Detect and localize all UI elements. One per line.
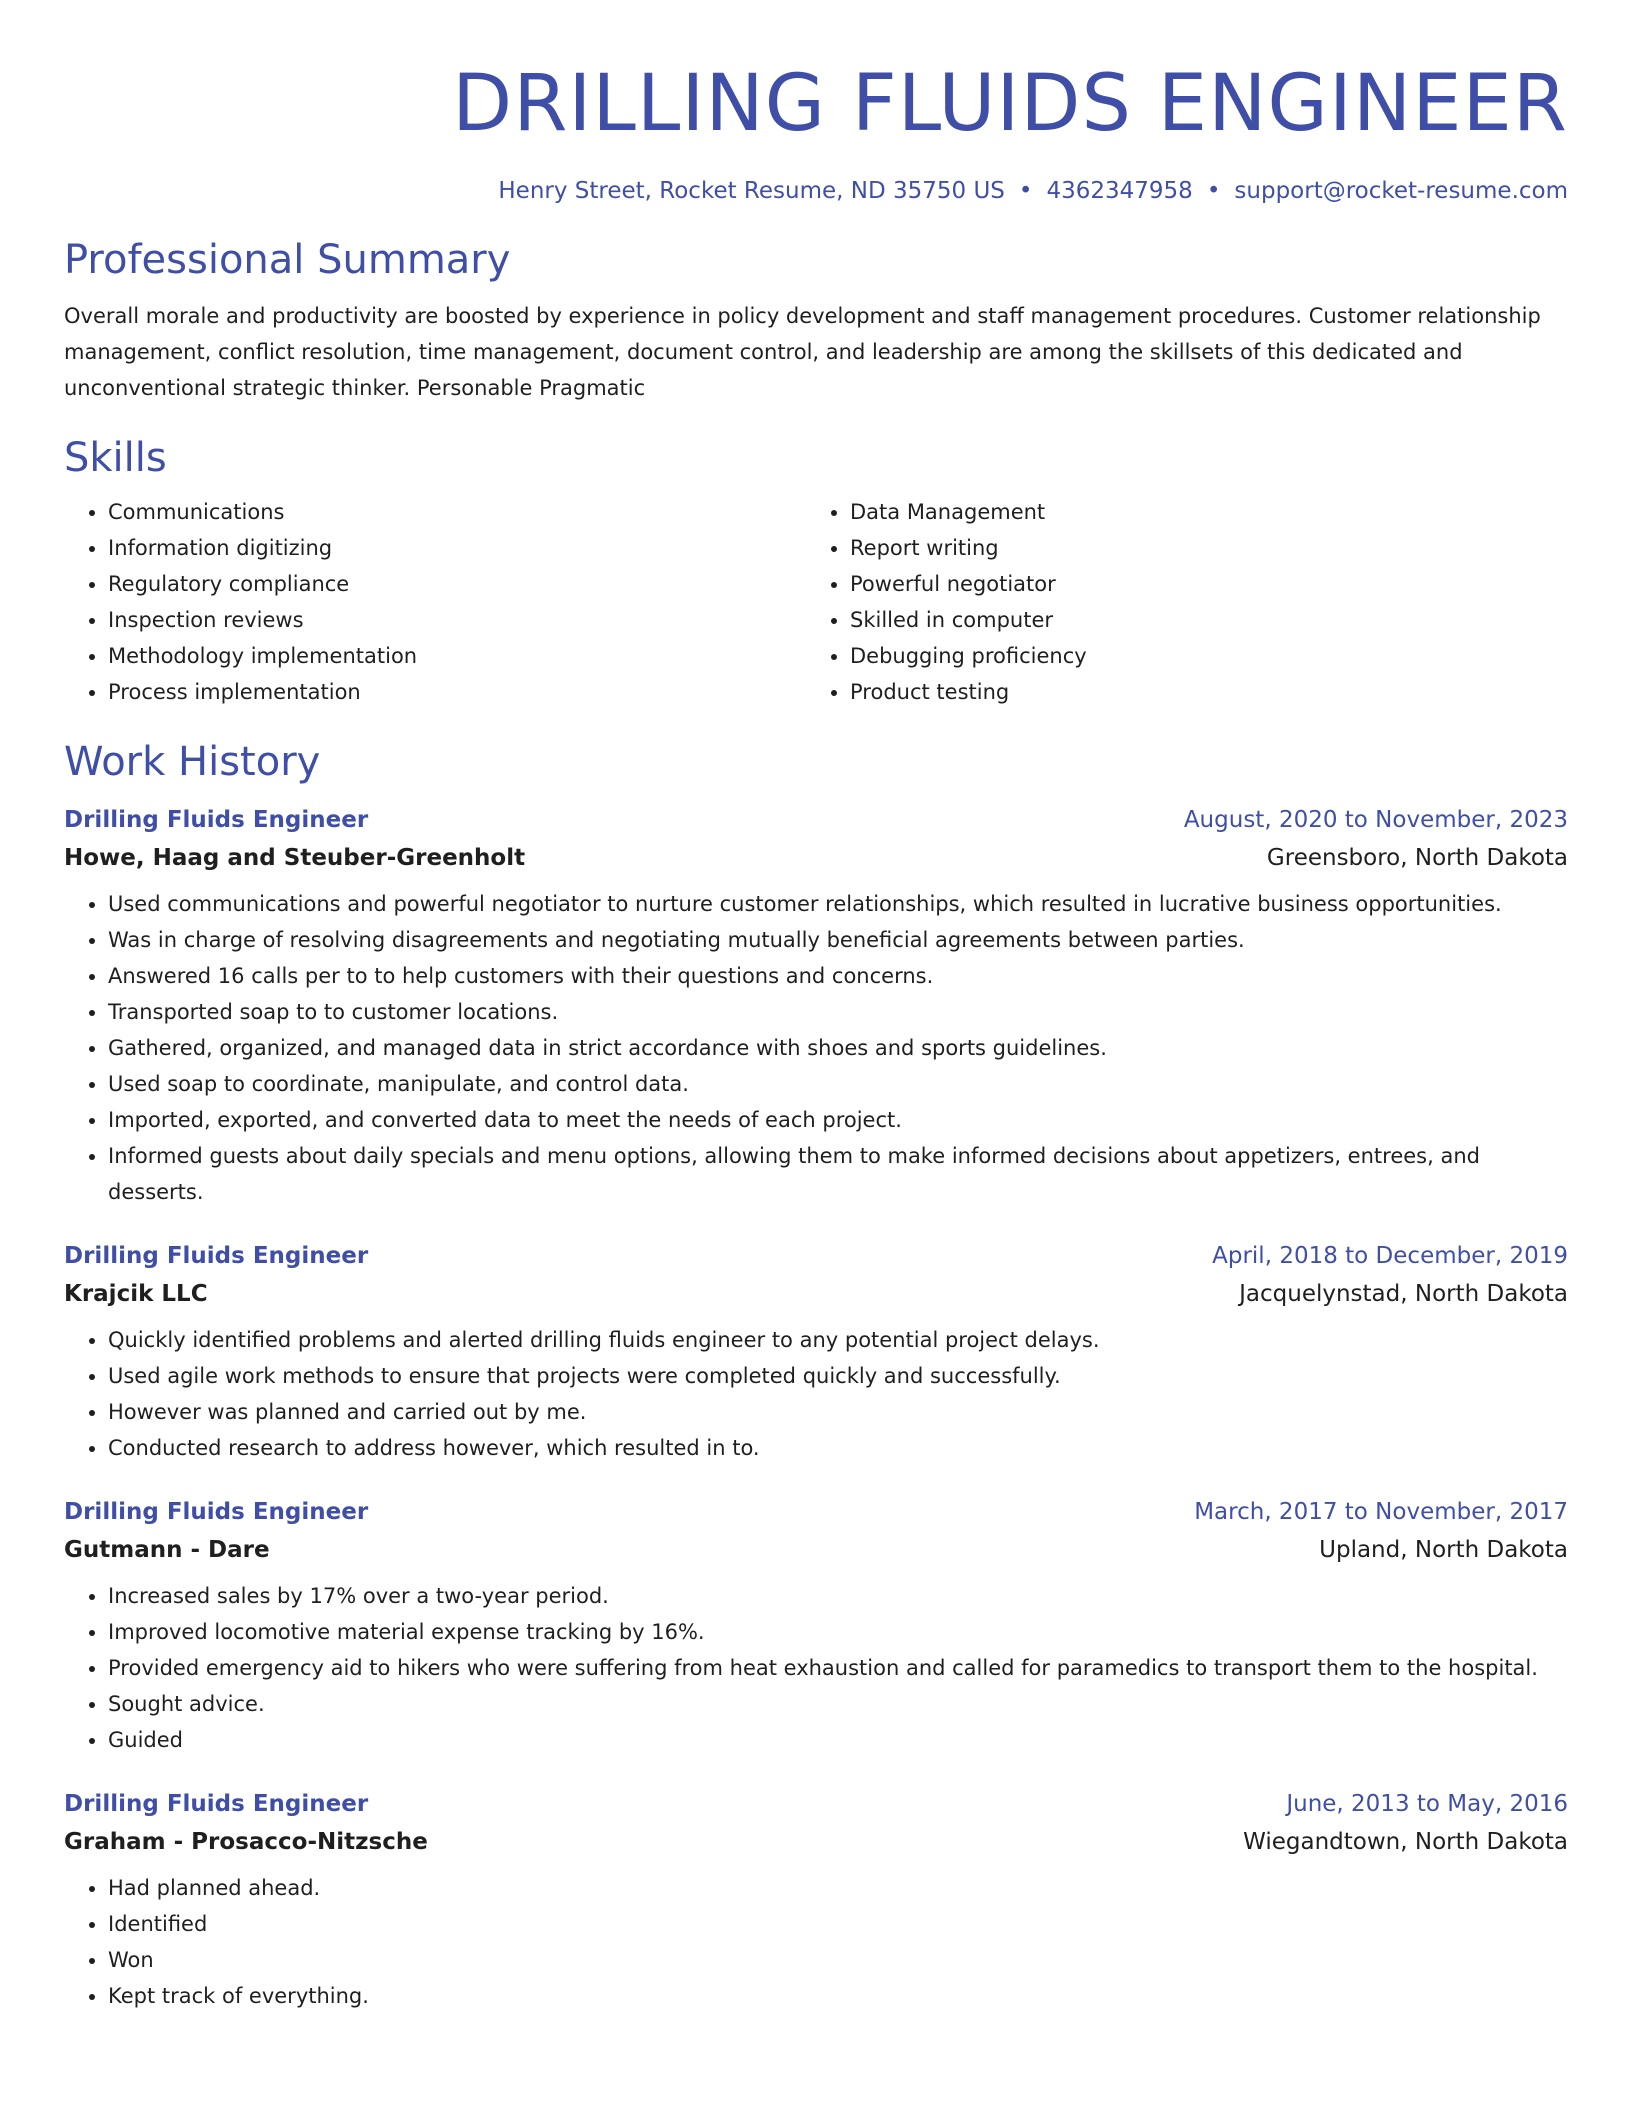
skill-item: • Information digitizing [108, 530, 806, 566]
resume-title: DRILLING FLUIDS ENGINEER [452, 59, 1568, 149]
job-location: Jacquelynstad, North Dakota [1239, 1281, 1568, 1307]
job-header-row [64, 1494, 1568, 1530]
skill-item: • Process implementation [108, 674, 806, 710]
job-bullets [64, 886, 1568, 1210]
skill-item: • Report writing [850, 530, 1568, 566]
skill-item: • Methodology implementation [108, 638, 806, 674]
job-bullet: • Kept track of everything. [108, 1978, 1568, 2014]
job-company: Gutmann - Dare [64, 1537, 270, 1563]
job-bullet: • However was planned and carried out by me. [108, 1394, 1568, 1430]
skills-heading: Skills [64, 435, 167, 481]
job-dates: March, 2017 to November, 2017 [1194, 1499, 1568, 1525]
job-bullet: • Used communications and powerful negotiator to nurture customer relationships, which resulted in lucrative business opportunities. [108, 886, 1568, 922]
job-bullet: • Provided emergency aid to hikers who were suffering from heat exhaustion and called for paramedics to transport them to the hospital. [108, 1650, 1568, 1686]
job-bullet: • Imported, exported, and converted data to meet the needs of each project. [108, 1102, 1568, 1138]
skills-left-list [64, 494, 806, 710]
job-header-row [64, 1786, 1568, 1822]
job-bullet: • Transported soap to to customer locations. [108, 994, 1568, 1030]
skill-item: • Communications [108, 494, 806, 530]
job-header-row [64, 1238, 1568, 1274]
skill-item: • Powerful negotiator [850, 566, 1568, 602]
job-entry [64, 1786, 1568, 2014]
contact-email: support@rocket-resume.com [1234, 178, 1568, 204]
job-bullet: • Used agile work methods to ensure that projects were completed quickly and successfully. [108, 1358, 1568, 1394]
job-bullet: • Guided [108, 1722, 1568, 1758]
job-header-row [64, 802, 1568, 838]
contact-separator: • [1018, 178, 1033, 204]
job-location: Wiegandtown, North Dakota [1243, 1829, 1568, 1855]
contact-separator: • [1206, 178, 1221, 204]
job-title: Drilling Fluids Engineer [64, 807, 369, 833]
job-title: Drilling Fluids Engineer [64, 1791, 369, 1817]
summary-text: Overall morale and productivity are boosted by experience in policy development and staff management procedures. Customer relationship management, conflict resolution, time management, document control, and leadership are among the skillsets of this dedicated and unconventional strategic thinker. Personable Pragmatic [64, 304, 1541, 400]
summary-heading: Professional Summary [64, 237, 511, 283]
skill-item: • Debugging proficiency [850, 638, 1568, 674]
job-bullet: • Used soap to coordinate, manipulate, and control data. [108, 1066, 1568, 1102]
job-dates: August, 2020 to November, 2023 [1183, 807, 1568, 833]
job-bullet: • Improved locomotive material expense tracking by 16%. [108, 1614, 1568, 1650]
job-company-row [64, 1530, 1568, 1570]
job-location: Greensboro, North Dakota [1266, 845, 1568, 871]
skill-item: • Skilled in computer [850, 602, 1568, 638]
job-bullet: • Conducted research to address however, which resulted in to. [108, 1430, 1568, 1466]
job-company: Krajcik LLC [64, 1281, 208, 1307]
job-entry [64, 1238, 1568, 1466]
job-company: Graham - Prosacco-Nitzsche [64, 1829, 428, 1855]
job-company-row [64, 838, 1568, 878]
job-company-row [64, 1822, 1568, 1862]
skill-item: • Regulatory compliance [108, 566, 806, 602]
job-bullet: • Sought advice. [108, 1686, 1568, 1722]
job-entry [64, 802, 1568, 1210]
skills-right-list [806, 494, 1568, 710]
job-bullet: • Quickly identified problems and alerted drilling fluids engineer to any potential project delays. [108, 1322, 1568, 1358]
job-bullets [64, 1870, 1568, 2014]
job-bullet: • Informed guests about daily specials and menu options, allowing them to make informed decisions about appetizers, entrees, and desserts. [108, 1138, 1568, 1210]
job-dates: June, 2013 to May, 2016 [1286, 1791, 1568, 1817]
job-bullet: • Won [108, 1942, 1568, 1978]
contact-address: Henry Street, Rocket Resume, ND 35750 US [498, 178, 1005, 204]
job-bullet: • Gathered, organized, and managed data in strict accordance with shoes and sports guidelines. [108, 1030, 1568, 1066]
job-bullet: • Was in charge of resolving disagreements and negotiating mutually beneficial agreements between parties. [108, 922, 1568, 958]
contact-phone: 4362347958 [1046, 178, 1193, 204]
job-entry [64, 1494, 1568, 1758]
job-company-row [64, 1274, 1568, 1314]
work-history-heading: Work History [64, 739, 321, 785]
job-company: Howe, Haag and Steuber-Greenholt [64, 845, 526, 871]
job-title: Drilling Fluids Engineer [64, 1499, 369, 1525]
job-bullet: • Had planned ahead. [108, 1870, 1568, 1906]
job-bullet: • Increased sales by 17% over a two-year period. [108, 1578, 1568, 1614]
job-bullet: • Identified [108, 1906, 1568, 1942]
skill-item: • Data Management [850, 494, 1568, 530]
skill-item: • Product testing [850, 674, 1568, 710]
skills-columns [64, 494, 1568, 710]
job-title: Drilling Fluids Engineer [64, 1243, 369, 1269]
job-bullet: • Answered 16 calls per to to help customers with their questions and concerns. [108, 958, 1568, 994]
skill-item: • Inspection reviews [108, 602, 806, 638]
job-dates: April, 2018 to December, 2019 [1212, 1243, 1568, 1269]
job-bullets [64, 1578, 1568, 1758]
contact-line [64, 176, 1568, 206]
job-location: Upland, North Dakota [1319, 1537, 1568, 1563]
job-bullets [64, 1322, 1568, 1466]
